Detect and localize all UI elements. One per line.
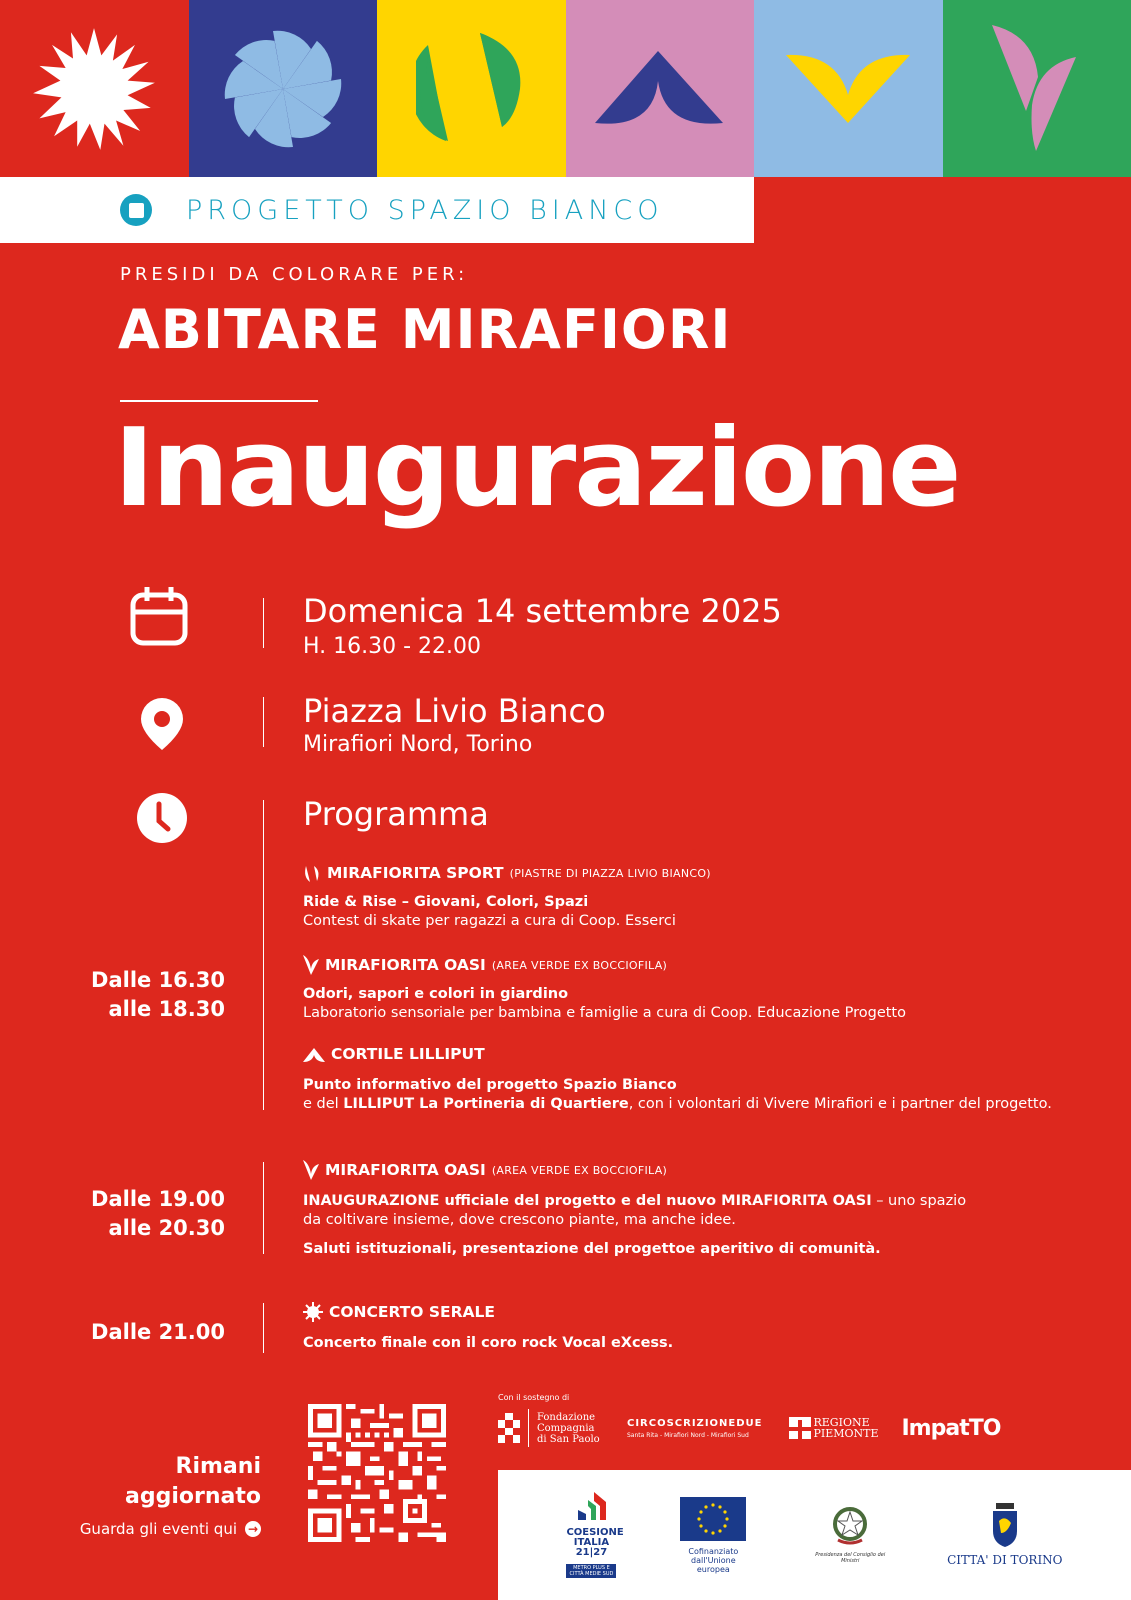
divider-line xyxy=(263,1162,264,1254)
tile-pinwheel xyxy=(189,0,378,177)
logo-circoscrizione: CIRCOSCRIZIONEDUE Santa Rita - Mirafiori Nord - Mirafiori Sud xyxy=(627,1417,763,1439)
time-slot-2: Dalle 19.00 alle 20.30 xyxy=(91,1187,225,1240)
roof-chevron-icon xyxy=(595,51,725,127)
logo-torino: CITTA' DI TORINO xyxy=(947,1503,1062,1567)
eu-flag-icon xyxy=(680,1497,746,1541)
coesione-arrow-icon xyxy=(576,1492,606,1522)
checker-icon xyxy=(498,1413,520,1443)
time-slot-3: Dalle 21.00 xyxy=(91,1320,225,1344)
v-wings-icon xyxy=(786,53,910,125)
logo-regione: REGIONE PIEMONTE xyxy=(789,1417,876,1439)
tile-split-circle xyxy=(377,0,566,177)
spazio-bianco-logo-icon xyxy=(120,194,152,226)
italian-emblem-icon xyxy=(832,1506,868,1546)
project-name: PROGETTO SPAZIO BIANCO xyxy=(186,194,664,226)
logo-eu: Cofinanziato dall'Unione europea xyxy=(673,1497,753,1574)
program-item-concert: CONCERTO SERALE Concerto finale con il coro rock Vocal eXcess. xyxy=(303,1302,1093,1353)
tile-sprout xyxy=(943,0,1131,177)
program-head: CONCERTO SERALE xyxy=(303,1302,1093,1322)
calendar-icon xyxy=(130,585,188,647)
time-slot-1: Dalle 16.30 alle 18.30 xyxy=(91,968,225,1021)
program-item-oasi: MIRAFIORITA OASI (AREA VERDE EX BOCCIOFILA) Odori, sapori e colori in giardino Laboratorio sensoriale per bambina e famiglie a cura di Coop. Educazione Progetto xyxy=(303,955,1093,1023)
stay-updated-heading: Rimani aggiornato xyxy=(125,1454,261,1509)
program-item-lilliput: CORTILE LILLIPUT Punto informativo del progetto Spazio Bianco e del LILLIPUT La Portineria di Quartiere, con i volontari di Vivere Mirafiori e i partner del progetto. xyxy=(303,1045,1093,1114)
kicker-text: PRESIDI DA COLORARE PER: xyxy=(120,264,469,285)
pinwheel-icon xyxy=(223,29,343,149)
sun-burst-icon xyxy=(31,26,157,152)
place-icon-wrap xyxy=(140,698,184,750)
regione-shield-icon xyxy=(789,1417,811,1439)
map-pin-icon xyxy=(140,698,184,750)
qr-code[interactable] xyxy=(308,1404,446,1542)
split-circle-icon xyxy=(303,865,321,883)
leaf-sprout-icon xyxy=(303,955,319,975)
program-item-oasi-inauguration: MIRAFIORITA OASI (AREA VERDE EX BOCCIOFILA) INAUGURAZIONE ufficiale del progetto e del nuovo MIRAFIORITA OASI – uno spazio da coltivare insieme, dove crescono piante, ma anche idee. Saluti istituzionali, presentazione del progettoe aperitivo di comunità. xyxy=(303,1160,1093,1259)
logo-fondazione: Fondazione Compagnia di San Paolo xyxy=(498,1409,601,1447)
logo-impatto: ImpatTO xyxy=(901,1415,1001,1441)
divider xyxy=(120,400,318,402)
divider-line xyxy=(263,1303,264,1353)
clock-icon xyxy=(137,793,187,843)
divider-line xyxy=(263,800,264,1110)
leaf-sprout-icon xyxy=(303,1160,319,1180)
program-item-sport: MIRAFIORITA SPORT (PIASTRE DI PIAZZA LIVIO BIANCO) Ride & Rise – Giovani, Colori, Spazi Contest di skate per ragazzi a cura di Coop. Esserci xyxy=(303,864,1093,931)
events-link[interactable]: Guarda gli eventi qui → xyxy=(80,1520,261,1538)
tile-wings xyxy=(754,0,943,177)
sun-burst-icon xyxy=(303,1302,323,1322)
logo-governo: Presidenza del Consiglio dei Ministri xyxy=(810,1506,890,1564)
event-district: Mirafiori Nord, Torino xyxy=(303,732,533,757)
program-head: CORTILE LILLIPUT xyxy=(303,1045,1093,1064)
support-label: Con il sostegno di xyxy=(498,1393,570,1402)
arrow-right-icon: → xyxy=(245,1521,261,1537)
programma-heading: Programma xyxy=(303,795,489,833)
clock-icon-wrap xyxy=(137,793,187,843)
logo-coesione: COESIONE ITALIA 21|27 METRO PLUS E CITTÀ MEDIE SUD xyxy=(566,1492,616,1578)
page-title: ABITARE MIRAFIORI xyxy=(118,298,732,361)
header-tiles xyxy=(0,0,1131,177)
event-place: Piazza Livio Bianco xyxy=(303,692,606,730)
tile-sport xyxy=(0,0,189,177)
program-head: MIRAFIORITA SPORT (PIASTRE DI PIAZZA LIVIO BIANCO) xyxy=(303,864,1093,883)
program-head: MIRAFIORITA OASI (AREA VERDE EX BOCCIOFILA) xyxy=(303,955,1093,975)
project-banner xyxy=(0,177,754,243)
event-hours: H. 16.30 - 22.00 xyxy=(303,634,482,659)
date-icon-wrap xyxy=(130,585,188,647)
institutional-logos xyxy=(498,1470,1131,1600)
roof-chevron-icon xyxy=(303,1048,325,1062)
program-head: MIRAFIORITA OASI (AREA VERDE EX BOCCIOFILA) xyxy=(303,1160,1093,1180)
divider-line xyxy=(263,697,264,747)
divider-line xyxy=(263,598,264,648)
leaf-sprout-icon xyxy=(992,25,1082,153)
sponsor-logos xyxy=(498,1408,1000,1448)
hero-heading: Inaugurazione xyxy=(114,406,960,531)
torino-shield-icon xyxy=(991,1503,1019,1547)
event-date: Domenica 14 settembre 2025 xyxy=(303,592,782,630)
split-circle-icon xyxy=(416,29,526,149)
tile-roof xyxy=(566,0,755,177)
